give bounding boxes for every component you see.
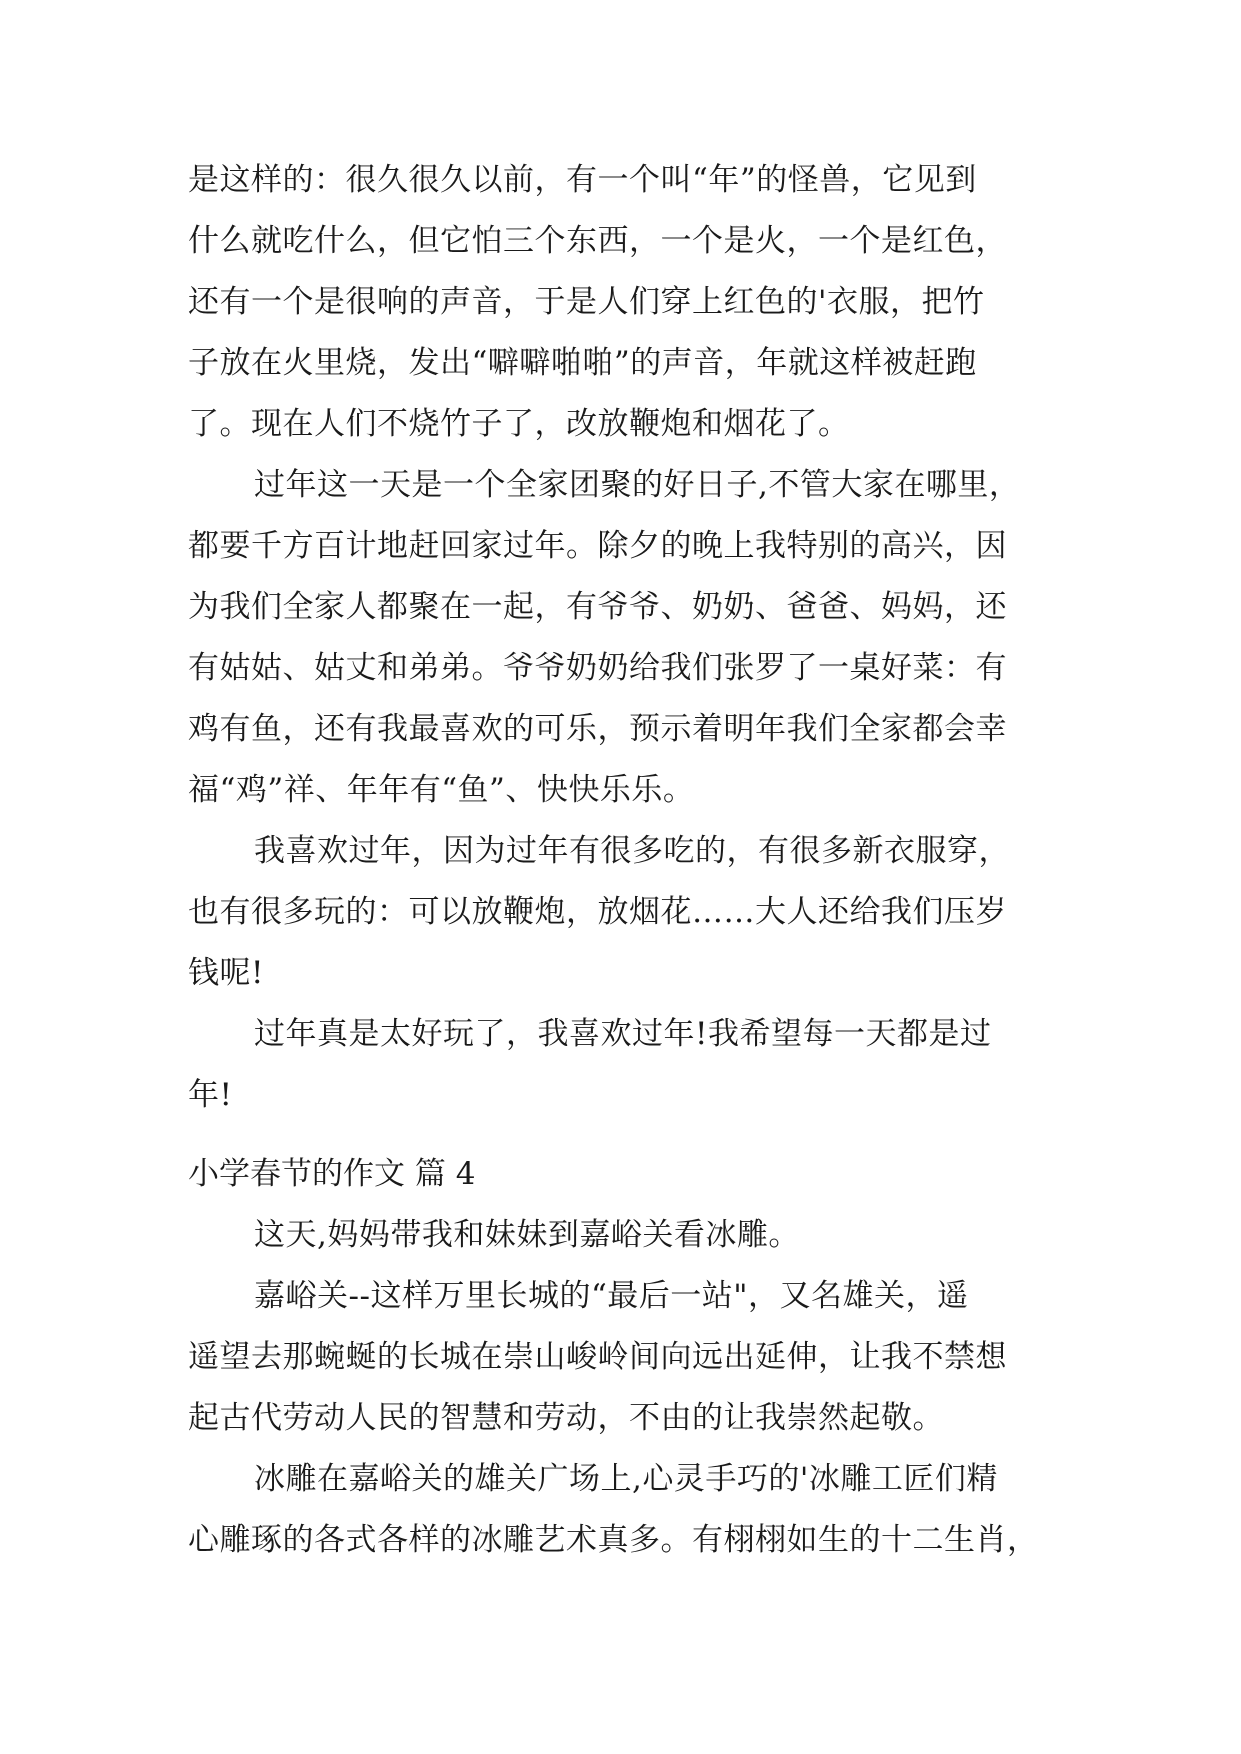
paragraph-nian-legend <box>188 158 1058 446</box>
text-line: 心雕琢的各式各样的冰雕艺术真多。有栩栩如生的十二生肖， <box>188 1522 1039 1558</box>
text-line: 有姑姑、姑丈和弟弟。爷爷奶奶给我们张罗了一桌好菜：有 <box>188 650 1007 686</box>
text-line: 也有很多玩的：可以放鞭炮，放烟花……大人还给我们压岁 <box>188 894 1007 930</box>
paragraph-ice-sculpture-intro <box>188 1213 1058 1257</box>
section-heading <box>188 1152 1058 1196</box>
text-line: 过年这一天是一个全家团聚的好日子,不管大家在哪里， <box>254 467 1021 503</box>
text-line: 年! <box>188 1077 233 1113</box>
text-line: 起古代劳动人民的智慧和劳动，不由的让我崇然起敬。 <box>188 1400 944 1436</box>
section-title: 小学春节的作文 篇 4 <box>188 1156 476 1192</box>
text-line: 鸡有鱼，还有我最喜欢的可乐，预示着明年我们全家都会幸 <box>188 711 1007 747</box>
text-line: 福“鸡”祥、年年有“鱼”、快快乐乐。 <box>188 772 695 808</box>
text-line: 是这样的：很久很久以前，有一个叫“年”的怪兽，它见到 <box>188 162 977 198</box>
text-line: 我喜欢过年，因为过年有很多吃的，有很多新衣服穿， <box>254 833 1010 869</box>
text-line: 遥望去那蜿蜒的长城在崇山峻岭间向远出延伸，让我不禁想 <box>188 1339 1007 1375</box>
text-line: 这天,妈妈带我和妹妹到嘉峪关看冰雕。 <box>254 1217 800 1253</box>
paragraph-family-reunion <box>188 463 1058 812</box>
text-line: 了。现在人们不烧竹子了，改放鞭炮和烟花了。 <box>188 406 850 442</box>
text-line: 子放在火里烧，发出“噼噼啪啪”的声音，年就这样被赶跑 <box>188 345 977 381</box>
text-line: 为我们全家人都聚在一起，有爷爷、奶奶、爸爸、妈妈，还 <box>188 589 1007 625</box>
paragraph-like-new-year <box>188 829 1058 995</box>
text-line: 都要千方百计地赶回家过年。除夕的晚上我特别的高兴，因 <box>188 528 1007 564</box>
text-line: 嘉峪关--这样万里长城的“最后一站"，又名雄关，遥 <box>254 1278 969 1314</box>
text-line: 过年真是太好玩了，我喜欢过年!我希望每一天都是过 <box>254 1016 992 1052</box>
text-line: 冰雕在嘉峪关的雄关广场上,心灵手巧的'冰雕工匠们精 <box>254 1461 998 1497</box>
text-line: 什么就吃什么，但它怕三个东西，一个是火，一个是红色， <box>188 223 1007 259</box>
text-line: 还有一个是很响的声音，于是人们穿上红色的'衣服，把竹 <box>188 284 985 320</box>
paragraph-so-fun <box>188 1012 1058 1117</box>
text-line: 钱呢! <box>188 955 264 991</box>
paragraph-jiayuguan <box>188 1274 1058 1440</box>
paragraph-ice-sculptures <box>188 1457 1058 1562</box>
